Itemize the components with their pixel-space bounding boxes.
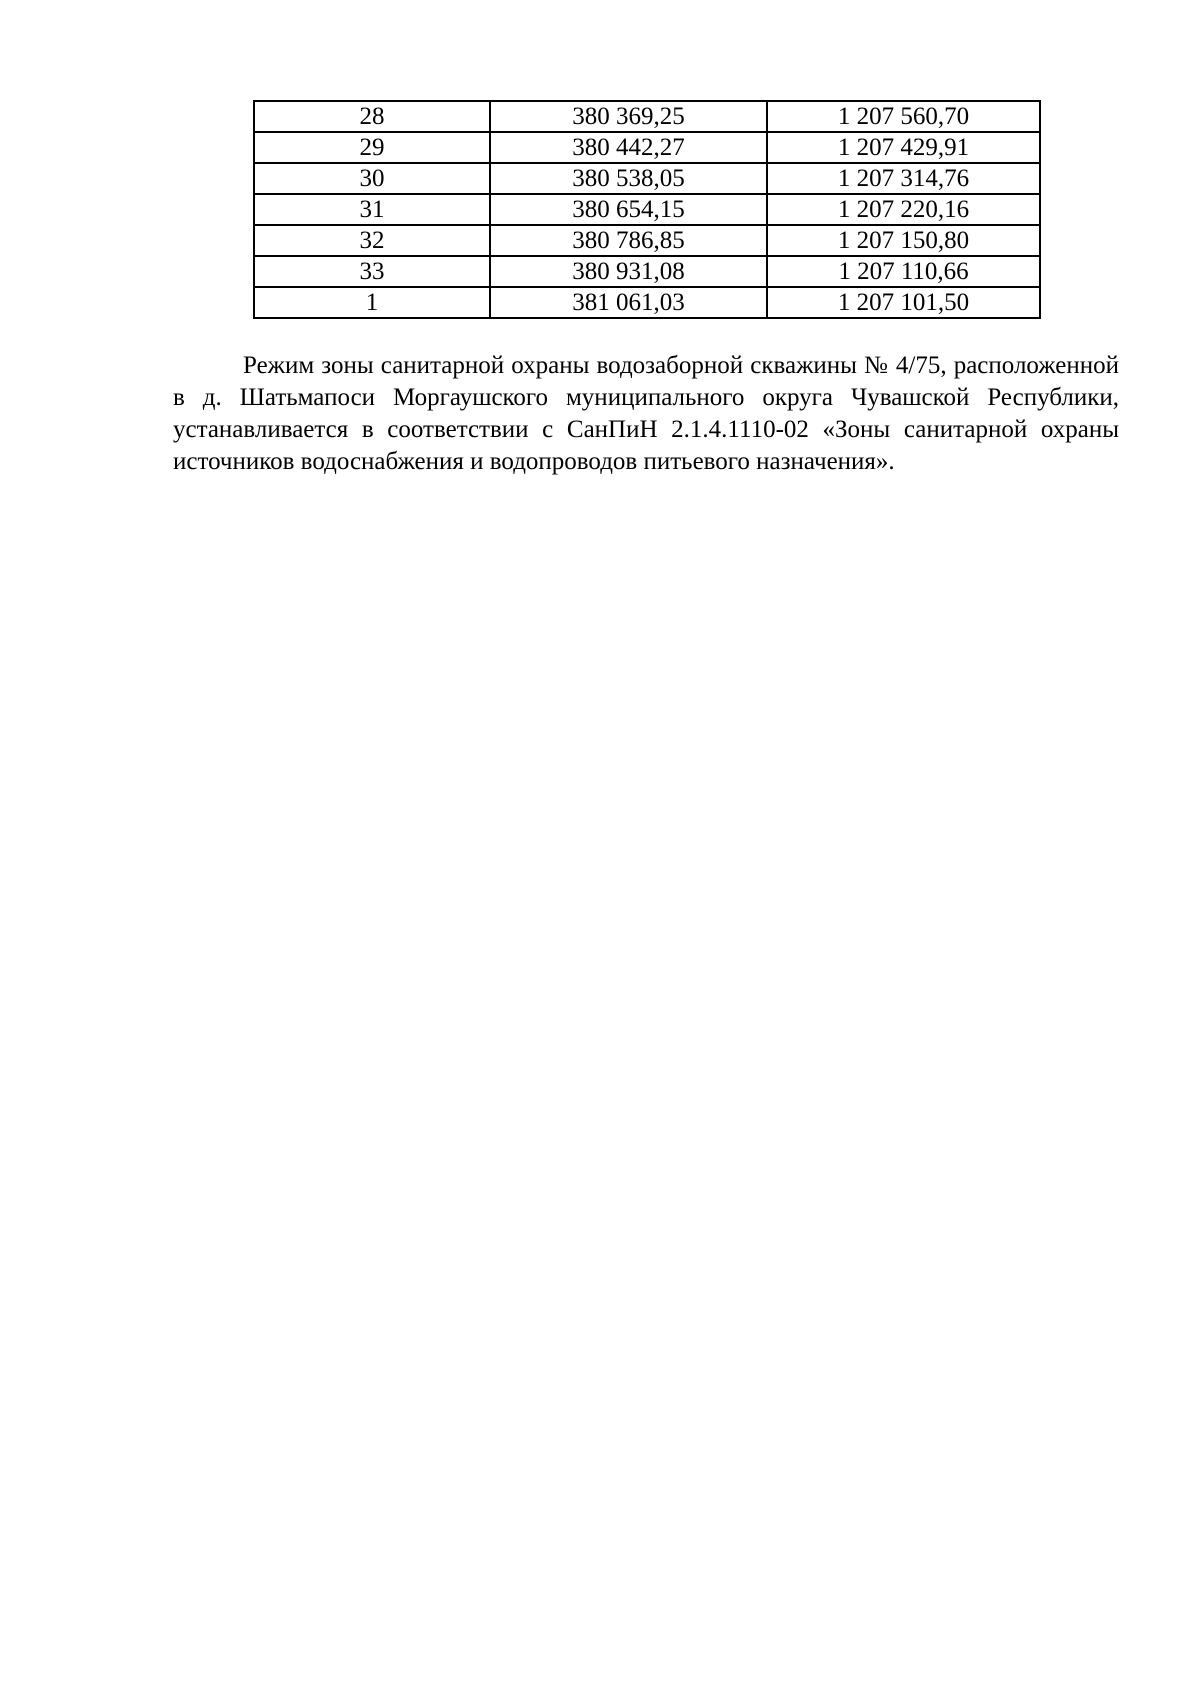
x-coordinate-cell: 380 931,08 — [490, 256, 767, 287]
x-coordinate-cell: 380 786,85 — [490, 225, 767, 256]
y-coordinate-cell: 1 207 150,80 — [767, 225, 1040, 256]
table-row — [254, 101, 1040, 132]
x-coordinate-cell: 381 061,03 — [490, 287, 767, 318]
x-coordinate-cell: 380 654,15 — [490, 194, 767, 225]
table-row — [254, 287, 1040, 318]
point-number-cell: 29 — [254, 132, 490, 163]
x-coordinate-cell: 380 538,05 — [490, 163, 767, 194]
x-coordinate-cell: 380 369,25 — [490, 101, 767, 132]
x-coordinate-cell: 380 442,27 — [490, 132, 767, 163]
point-number-cell: 1 — [254, 287, 490, 318]
coordinates-table — [253, 100, 1041, 319]
point-number-cell: 32 — [254, 225, 490, 256]
y-coordinate-cell: 1 207 220,16 — [767, 194, 1040, 225]
table-row — [254, 132, 1040, 163]
table-row — [254, 256, 1040, 287]
point-number-cell: 30 — [254, 163, 490, 194]
point-number-cell: 28 — [254, 101, 490, 132]
y-coordinate-cell: 1 207 429,91 — [767, 132, 1040, 163]
y-coordinate-cell: 1 207 314,76 — [767, 163, 1040, 194]
table-row — [254, 163, 1040, 194]
y-coordinate-cell: 1 207 560,70 — [767, 101, 1040, 132]
point-number-cell: 33 — [254, 256, 490, 287]
sanitary-zone-paragraph: Режим зоны санитарной охраны водозаборной скважины № 4/75, расположенной в д. Шатьмапоси Моргаушского муниципального округа Чувашской Республики, устанавливается в соответствии с СанПиН 2.1.4.1110-02 «Зоны санитарной охраны источников водоснабжения и водопроводов питьевого назначения». — [173, 352, 1119, 475]
point-number-cell: 31 — [254, 194, 490, 225]
y-coordinate-cell: 1 207 110,66 — [767, 256, 1040, 287]
table-row — [254, 225, 1040, 256]
table-row — [254, 194, 1040, 225]
y-coordinate-cell: 1 207 101,50 — [767, 287, 1040, 318]
